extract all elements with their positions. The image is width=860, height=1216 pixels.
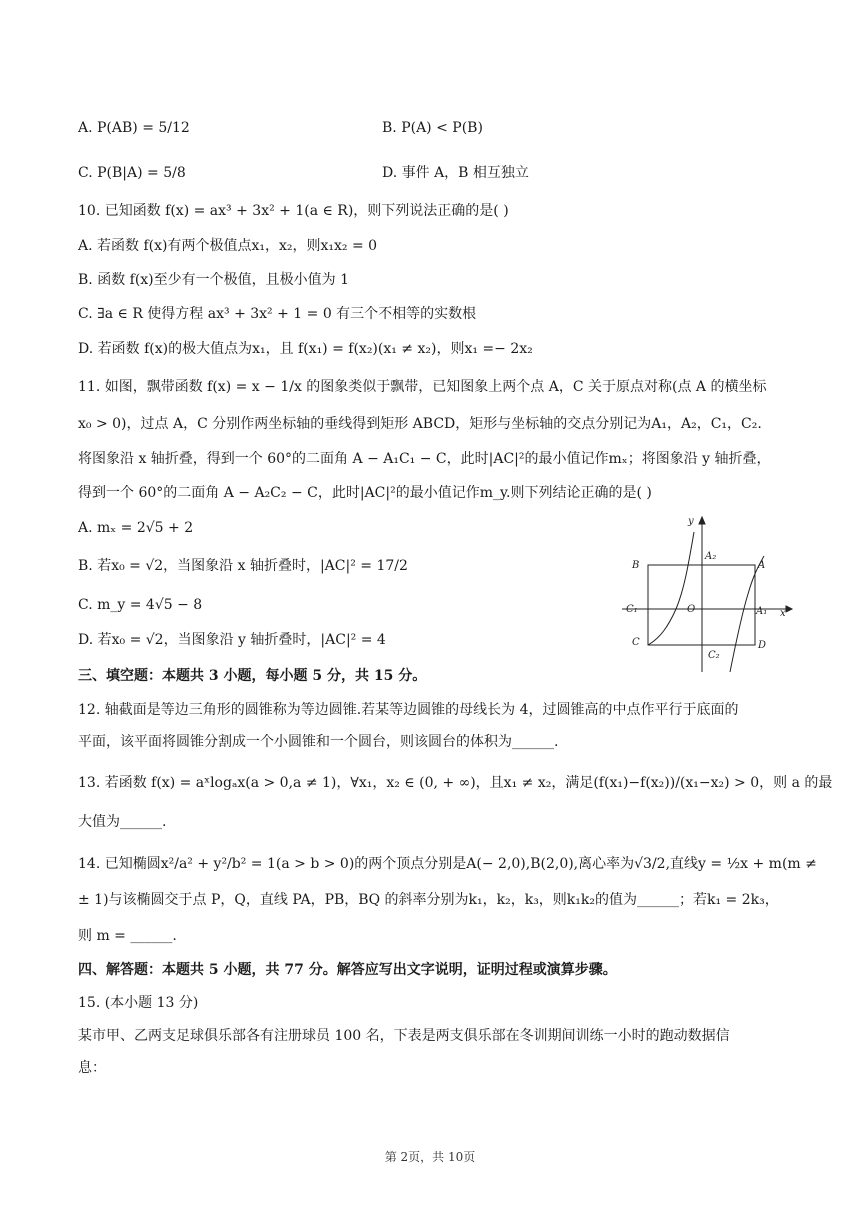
label-d: D [758, 640, 767, 651]
q11-line-2: x₀ > 0)，过点 A，C 分别作两坐标轴的垂线得到矩形 ABCD，矩形与坐标轴的交点分别记为A₁，A₂，C₁，C₂. [78, 416, 762, 432]
option-9a: A. P(AB) = 5/12 [78, 120, 190, 136]
label-b: B [632, 560, 640, 571]
q10-option-d: D. 若函数 f(x)的极大值点为x₁，且 f(x₁) = f(x₂)(x₁ ≠ x₂)，则x₁ =− 2x₂ [78, 341, 533, 357]
label-c1: C₁ [626, 604, 638, 615]
q13-line-2: 大值为______. [78, 814, 167, 830]
q10-option-b: B. 函数 f(x)至少有一个极值，且极小值为 1 [78, 272, 349, 288]
page-footer: 第 2页，共 10页 [384, 1150, 476, 1164]
q14-line-1: 14. 已知椭圆x²/a² + y²/b² = 1(a > b > 0)的两个顶点分别是A(− 2,0),B(2,0),离心率为√3/2,直线y = ½x + m(m ≠ [78, 856, 817, 872]
q11-option-c: C. m_y = 4√5 − 8 [78, 597, 203, 613]
q15-line-2: 息： [78, 1060, 106, 1076]
label-a: A [758, 560, 766, 571]
q11-option-d: D. 若x₀ = √2，当图象沿 y 轴折叠时，|AC|² = 4 [78, 632, 386, 648]
q12-line-1: 12. 轴截面是等边三角形的圆锥称为等边圆锥.若某等边圆锥的母线长为 4，过圆锥高的中点作平行于底面的 [78, 702, 739, 718]
q11-option-b: B. 若x₀ = √2，当图象沿 x 轴折叠时，|AC|² = 17/2 [78, 558, 408, 574]
q14-line-2: ± 1)与该椭圆交于点 P，Q，直线 PA，PB，BQ 的斜率分别为k₁，k₂，k₃，则k₁k₂的值为______；若k₁ = 2k₃， [78, 892, 779, 908]
q10-stem: 10. 已知函数 f(x) = ax³ + 3x² + 1(a ∈ R)，则下列说法正确的是( ) [78, 203, 509, 219]
option-9b: B. P(A) < P(B) [382, 120, 483, 136]
curve-left-branch [648, 532, 694, 645]
q13-line-1: 13. 若函数 f(x) = aˣlogₐx(a > 0,a ≠ 1)，∀x₁，x₂ ∈ (0, + ∞)，且x₁ ≠ x₂，满足(f(x₁)−f(x₂))/(x₁−x₂) > 0，则 a 的最 [78, 775, 833, 791]
x-axis-arrow [786, 606, 792, 612]
q10-option-c: C. ∃a ∈ R 使得方程 ax³ + 3x² + 1 = 0 有三个不相等的实数根 [78, 306, 477, 322]
option-9c: C. P(B|A) = 5/8 [78, 165, 186, 181]
label-y: y [688, 516, 694, 527]
q11-line-4: 得到一个 60°的二面角 A − A₂C₂ − C，此时|AC|²的最小值记作m_y.则下列结论正确的是( ) [78, 485, 652, 501]
label-a1: A₁ [756, 606, 768, 617]
q11-line-3: 将图象沿 x 轴折叠，得到一个 60°的二面角 A − A₁C₁ − C，此时|AC|²的最小值记作mₓ；将图象沿 y 轴折叠， [78, 451, 771, 467]
option-9d: D. 事件 A，B 相互独立 [382, 165, 529, 181]
section-4-heading: 四、解答题：本题共 5 小题，共 77 分。解答应写出文字说明，证明过程或演算步骤。 [78, 962, 617, 978]
label-x: x [780, 608, 786, 619]
q12-line-2: 平面，该平面将圆锥分割成一个小圆锥和一个圆台，则该圆台的体积为______. [78, 734, 559, 750]
q15-heading: 15. (本小题 13 分) [78, 995, 199, 1011]
label-o: O [687, 604, 696, 615]
label-c2: C₂ [708, 650, 720, 661]
section-3-heading: 三、填空题：本题共 3 小题，每小题 5 分，共 15 分。 [78, 668, 427, 684]
ribbon-function-figure [618, 512, 794, 674]
label-a2: A₂ [705, 551, 717, 562]
y-axis-arrow [699, 517, 705, 524]
label-c: C [632, 637, 640, 648]
q11-option-a: A. mₓ = 2√5 + 2 [78, 520, 194, 536]
q15-line-1: 某市甲、乙两支足球俱乐部各有注册球员 100 名，下表是两支俱乐部在冬训期间训练一小时的跑动数据信 [78, 1028, 730, 1044]
q10-option-a: A. 若函数 f(x)有两个极值点x₁，x₂，则x₁x₂ = 0 [78, 238, 378, 254]
q11-line-1: 11. 如图，飘带函数 f(x) = x − 1/x 的图象类似于飘带，已知图象上两个点 A，C 关于原点对称(点 A 的横坐标 [78, 379, 767, 395]
q14-line-3: 则 m = ______. [78, 928, 177, 944]
